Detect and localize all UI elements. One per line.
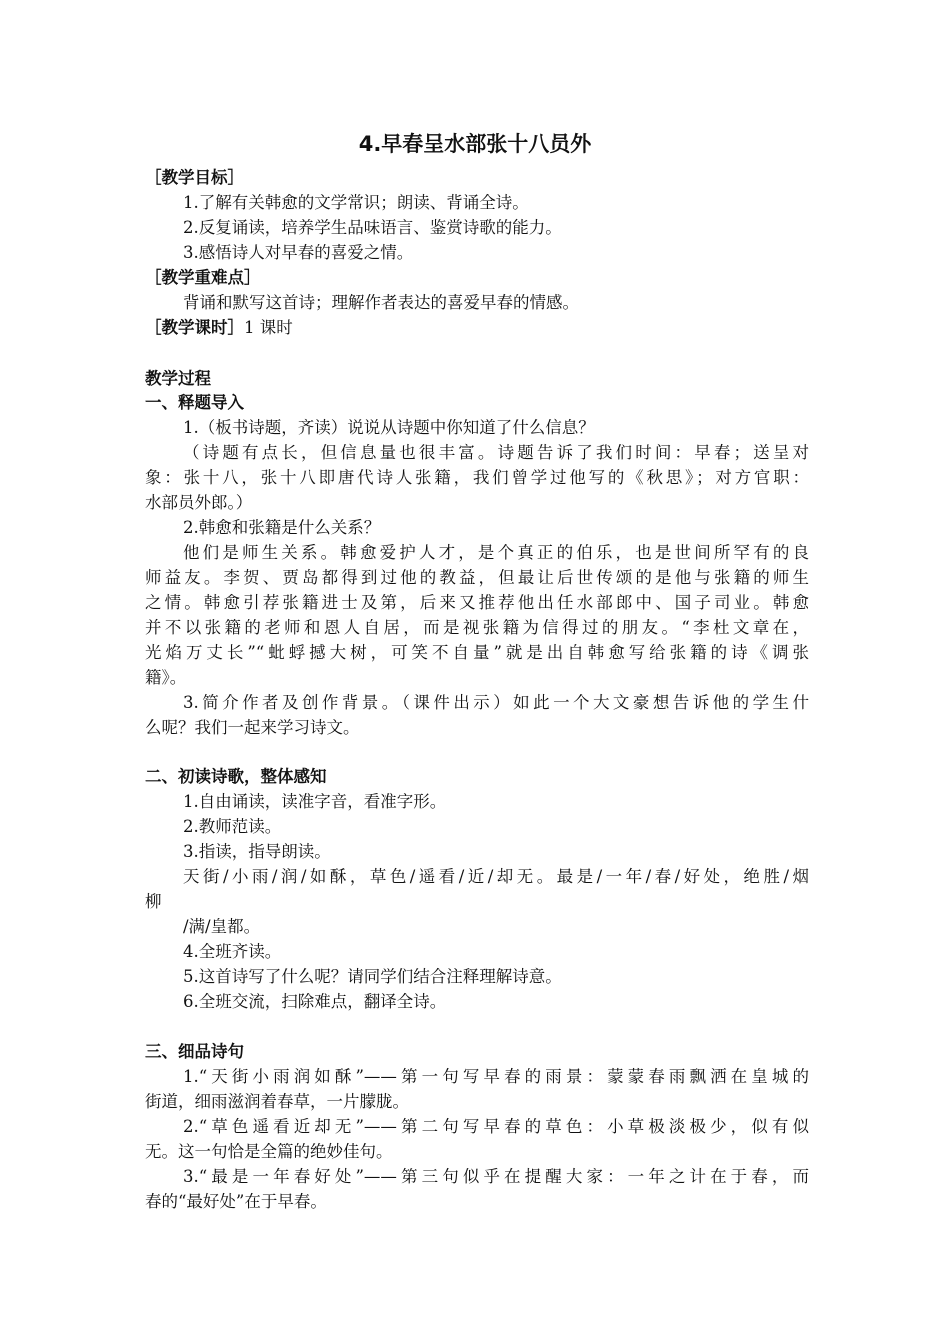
section3-heading: 三、细品诗句: [145, 1042, 244, 1061]
section3-line: 2.“草色遥看近却无”——第二句写早春的草色：小草极淡极少，似有似: [183, 1117, 809, 1136]
section3-line: 无。这一句恰是全篇的绝妙佳句。: [145, 1142, 393, 1161]
section3-line: 街道，细雨滋润着春草，一片朦胧。: [145, 1092, 409, 1111]
section1-line: 之情。韩愈引荐张籍进士及第，后来又推荐他出任水部郎中、国子司业。韩愈: [145, 593, 809, 612]
section3-line: 3.“最是一年春好处”——第三句似乎在提醒大家：一年之计在于春，而: [183, 1167, 809, 1186]
objective-item: 3.感悟诗人对早春的喜爱之情。: [183, 243, 414, 262]
section3-line: 春的“最好处”在于早春。: [145, 1192, 327, 1211]
section2-heading: 二、初读诗歌，整体感知: [145, 767, 327, 786]
section1-line: 师益友。李贺、贾岛都得到过他的教益，但最让后世传颂的是他与张籍的师生: [145, 568, 809, 587]
section1-line: 么呢？我们一起来学习诗文。: [145, 718, 360, 737]
section1-line: 3.简介作者及创作背景。（课件出示）如此一个大文豪想告诉他的学生什: [183, 693, 809, 712]
class-hours-heading: ［教学课时］: [145, 318, 244, 337]
process-heading: 教学过程: [145, 369, 211, 388]
section1-line: 水部员外郎。）: [145, 493, 253, 512]
section2-line: 2.教师范读。: [183, 817, 282, 836]
objective-item: 2.反复诵读，培养学生品味语言、鉴赏诗歌的能力。: [183, 218, 562, 237]
section2-line: 5.这首诗写了什么呢？请同学们结合注释理解诗意。: [183, 967, 562, 986]
class-hours-value: 1 课时: [244, 318, 293, 337]
key-points-heading: ［教学重难点］: [145, 268, 261, 287]
section2-line: 6.全班交流，扫除难点，翻译全诗。: [183, 992, 447, 1011]
objective-item: 1.了解有关韩愈的文学常识；朗读、背诵全诗。: [183, 193, 529, 212]
section2-line: 1.自由诵读，读准字音，看准字形。: [183, 792, 447, 811]
key-points-text: 背诵和默写这首诗；理解作者表达的喜爱早春的情感。: [183, 293, 579, 312]
section1-line: （诗题有点长，但信息量也很丰富。诗题告诉了我们时间：早春；送呈对: [183, 443, 809, 462]
section1-line: 光焰万丈长”“蚍蜉撼大树，可笑不自量”就是出自韩愈写给张籍的诗《调张: [145, 643, 809, 662]
section1-line: 2.韩愈和张籍是什么关系？: [183, 518, 381, 537]
objectives-heading: ［教学目标］: [145, 168, 244, 187]
section2-line: 4.全班齐读。: [183, 942, 282, 961]
section1-line: 1.（板书诗题，齐读）说说从诗题中你知道了什么信息？: [183, 418, 595, 437]
section3-line: 1.“天街小雨润如酥”——第一句写早春的雨景：蒙蒙春雨飘洒在皇城的: [183, 1067, 809, 1086]
page-title: 4.早春呈水部张十八员外: [358, 132, 592, 156]
section1-heading: 一、释题导入: [145, 393, 244, 412]
section1-line: 他们是师生关系。韩愈爱护人才，是个真正的伯乐，也是世间所罕有的良: [183, 543, 809, 562]
section1-line: 象：张十八，张十八即唐代诗人张籍，我们曾学过他写的《秋思》；对方官职：: [145, 468, 809, 487]
poem-line: 柳: [145, 892, 162, 911]
poem-line: 天街/小雨/润/如酥，草色/遥看/近/却无。最是/一年/春/好处，绝胜/烟: [183, 867, 809, 886]
section1-line: 并不以张籍的老师和恩人自居，而是视张籍为信得过的朋友。“李杜文章在，: [145, 618, 809, 637]
poem-line: /满/皇都。: [183, 917, 261, 936]
class-hours: [145, 316, 293, 340]
section2-line: 3.指读，指导朗读。: [183, 842, 331, 861]
section1-line: 籍》。: [145, 668, 187, 687]
